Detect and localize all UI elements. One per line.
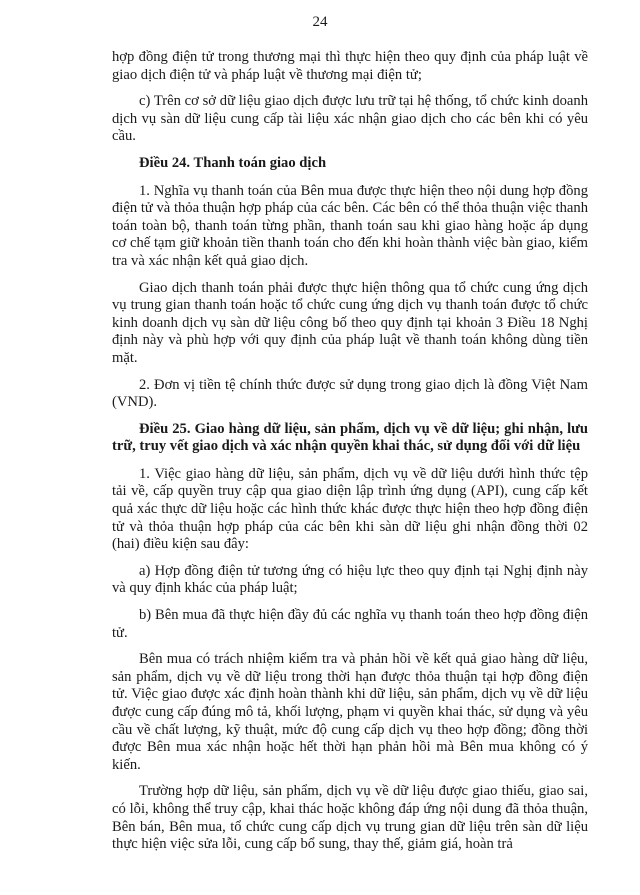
paragraph-point-c: c) Trên cơ sở dữ liệu giao dịch được lưu trữ tại hệ thống, tổ chức kinh doanh dịch vụ sàn dữ liệu cung cấp tài liệu xác nhận giao dịch cho các bên khi có yêu cầu. <box>112 93 588 145</box>
article-24-clause-2: 2. Đơn vị tiền tệ chính thức được sử dụng trong giao dịch là đồng Việt Nam (VND). <box>112 376 588 411</box>
article-25-defect-paragraph: Trường hợp dữ liệu, sản phẩm, dịch vụ về dữ liệu được giao thiếu, giao sai, có lỗi, không thể truy cập, khai thác hoặc không đáp ứng nội dung đã thỏa thuận, Bên bán, Bên mua, tổ chức cung cấp dịch vụ trung gian dữ liệu trên sàn dữ liệu thực hiện việc sửa lỗi, cung cấp bổ sung, thay thế, giảm giá, hoàn trả <box>112 783 588 853</box>
paragraph-continuation: hợp đồng điện tử trong thương mại thì thực hiện theo quy định của pháp luật về giao dịch điện tử và pháp luật về thương mại điện tử; <box>112 49 588 83</box>
article-24-clause-1: 1. Nghĩa vụ thanh toán của Bên mua được thực hiện theo nội dung hợp đồng điện tử và thỏa thuận hợp pháp của các bên. Các bên có thể thỏa thuận việc thanh toán toàn bộ, thanh toán từng phần, thanh toán sau khi giao hàng hoặc áp dụng cơ chế tạm giữ khoản tiền thanh toán cho đến khi hoàn thành việc bàn giao, kiểm tra và xác nhận kết quả giao dịch. <box>112 182 588 269</box>
article-24-payment-paragraph: Giao dịch thanh toán phải được thực hiện thông qua tổ chức cung ứng dịch vụ trung gian thanh toán hoặc tổ chức cung ứng dịch vụ thanh toán được tổ chức kinh doanh dịch vụ sàn dữ liệu công bố theo quy định tại khoản 3 Điều 18 Nghị định này và phù hợp với quy định của pháp luật về thanh toán không dùng tiền mặt. <box>112 279 588 366</box>
article-25-heading: Điều 25. Giao hàng dữ liệu, sản phẩm, dịch vụ về dữ liệu; ghi nhận, lưu trữ, truy vết giao dịch và xác nhận quyền khai thác, sử dụng đối với dữ liệu <box>112 420 588 455</box>
article-25-point-b: b) Bên mua đã thực hiện đầy đủ các nghĩa vụ thanh toán theo hợp đồng điện tử. <box>112 607 588 641</box>
page-number: 24 <box>312 14 328 30</box>
article-25-inspection-paragraph: Bên mua có trách nhiệm kiểm tra và phản hồi về kết quả giao hàng dữ liệu, sản phẩm, dịch vụ về dữ liệu trong thời hạn được thỏa thuận tại hợp đồng điện tử. Việc giao được xác định hoàn thành khi dữ liệu, sản phẩm, dịch vụ về dữ liệu được cung cấp đúng mô tả, khối lượng, phạm vi quyền khai thác, sử dụng và yêu cầu về chất lượng, kỹ thuật, mức độ cung cấp dịch vụ theo hợp đồng; đồng thời được Bên mua xác nhận hoặc hết thời hạn phản hồi mà Bên mua không có ý kiến. <box>112 651 588 773</box>
document-body <box>112 49 588 858</box>
article-25-point-a: a) Hợp đồng điện tử tương ứng có hiệu lực theo quy định tại Nghị định này và quy định khác của pháp luật; <box>112 562 588 597</box>
article-24-heading: Điều 24. Thanh toán giao dịch <box>139 154 327 171</box>
article-25-clause-1: 1. Việc giao hàng dữ liệu, sản phẩm, dịch vụ về dữ liệu dưới hình thức tệp tải về, cấp quyền truy cập qua giao diện lập trình ứng dụng (API), cung cấp kết quả xác thực dữ liệu hoặc các hình thức khác được thực hiện theo hợp đồng điện tử và thỏa thuận hợp pháp của các bên khi sàn dữ liệu ghi nhận đồng thời 02 (hai) điều kiện sau đây: <box>112 465 588 553</box>
